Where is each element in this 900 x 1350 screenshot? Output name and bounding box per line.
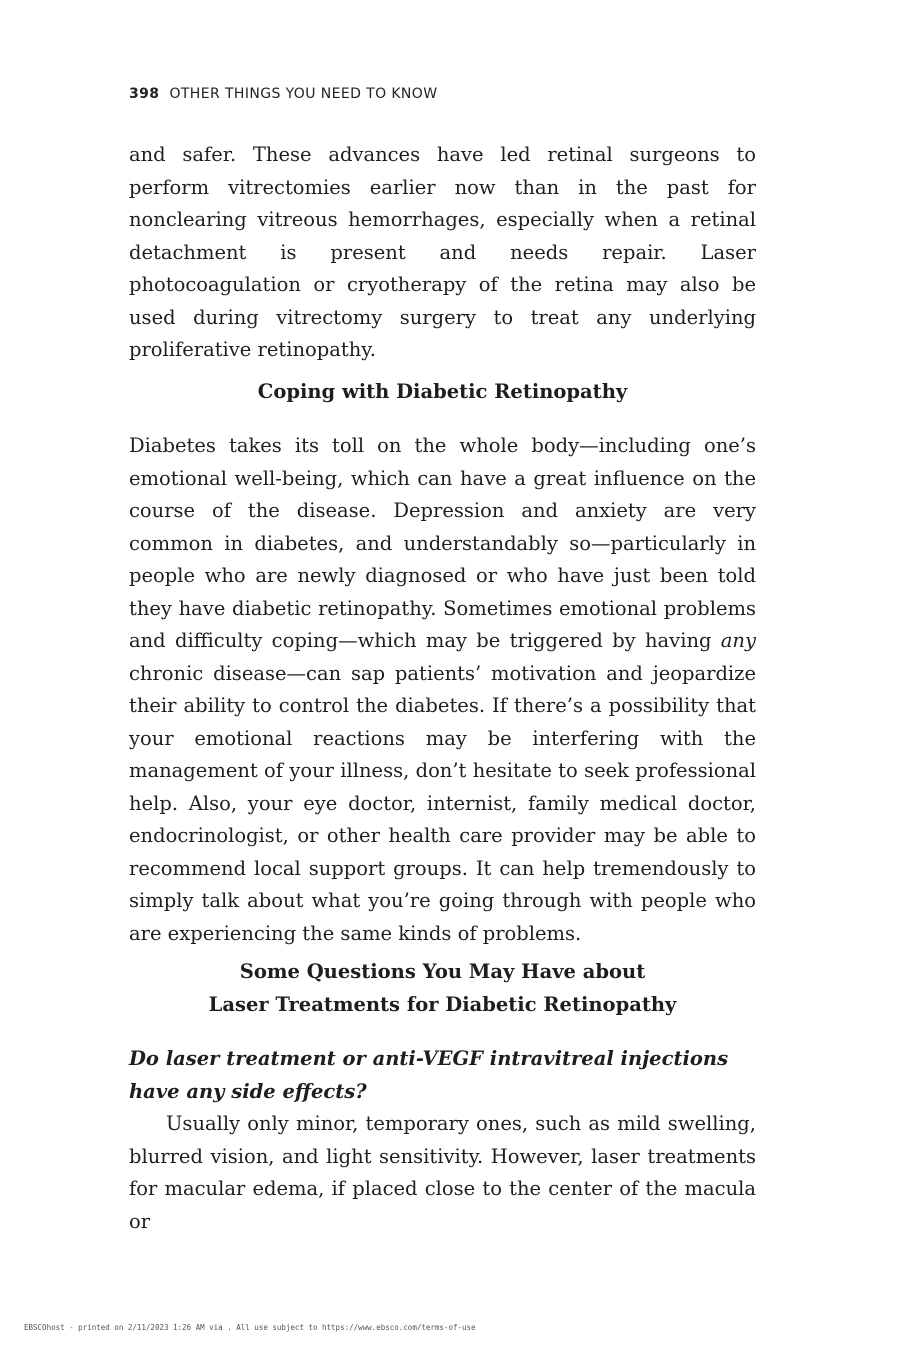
print-footer: EBSCOhost - printed on 2/11/2023 1:26 AM via . All use subject to https://www.ebsco.com/terms-of-use [24,1323,476,1332]
running-header [129,86,437,102]
running-title: OTHER THINGS YOU NEED TO KNOW [169,86,438,102]
heading-line-1: Some Questions You May Have about [239,960,646,983]
section-heading-questions [129,956,756,1021]
answer-side-effects: Usually only minor, temporary ones, such as mild swelling, blurred vision, and light sensitivity. However, laser treatments for macular edema, if placed close to the center of the macula or [129,1112,756,1233]
emphasis-any: any [720,629,756,652]
heading-line-2: Laser Treatments for Diabetic Retinopathy [208,992,677,1016]
question-side-effects: Do laser treatment or anti-VEGF intravitreal injections have any side effects? [129,1047,729,1103]
paragraph-coping-part-b: chronic disease—can sap patients’ motivation and jeopardize their ability to control the diabetes. If there’s a possibility that your emotional reactions may be interfering with the management of your illness, don’t hesitate to seek professional help. Also, your eye doctor, internist, family medical doctor, endocrinologist, or other health care provider may be able to recommend local support groups. It can help tremendously to simply talk about what you’re going through with people who are experiencing the same kinds of problems. [129,661,756,945]
paragraph-coping-part-a: Diabetes takes its toll on the whole body—including one’s emotional well-being, which can have a great influence on the course of the disease. Depression and anxiety are very common in diabetes, and understandably so—particularly in people who are newly diagnosed or who have just been told they have diabetic retinopathy. Sometimes emotional problems and difficulty coping—which may be triggered by having [129,434,756,652]
paragraph-continuation: and safer. These advances have led retinal surgeons to perform vitrectomies earlier now than in the past for nonclearing vitreous hemorrhages, especially when a retinal detachment is present and needs repair. Laser photocoagulation or cryotherapy of the retina may also be used during vitrectomy surgery to treat any underlying proliferative retinopathy. [129,143,756,361]
page-number: 398 [129,86,160,102]
section-heading-coping: Coping with Diabetic Retinopathy [257,380,628,403]
paragraph-coping [129,430,756,950]
